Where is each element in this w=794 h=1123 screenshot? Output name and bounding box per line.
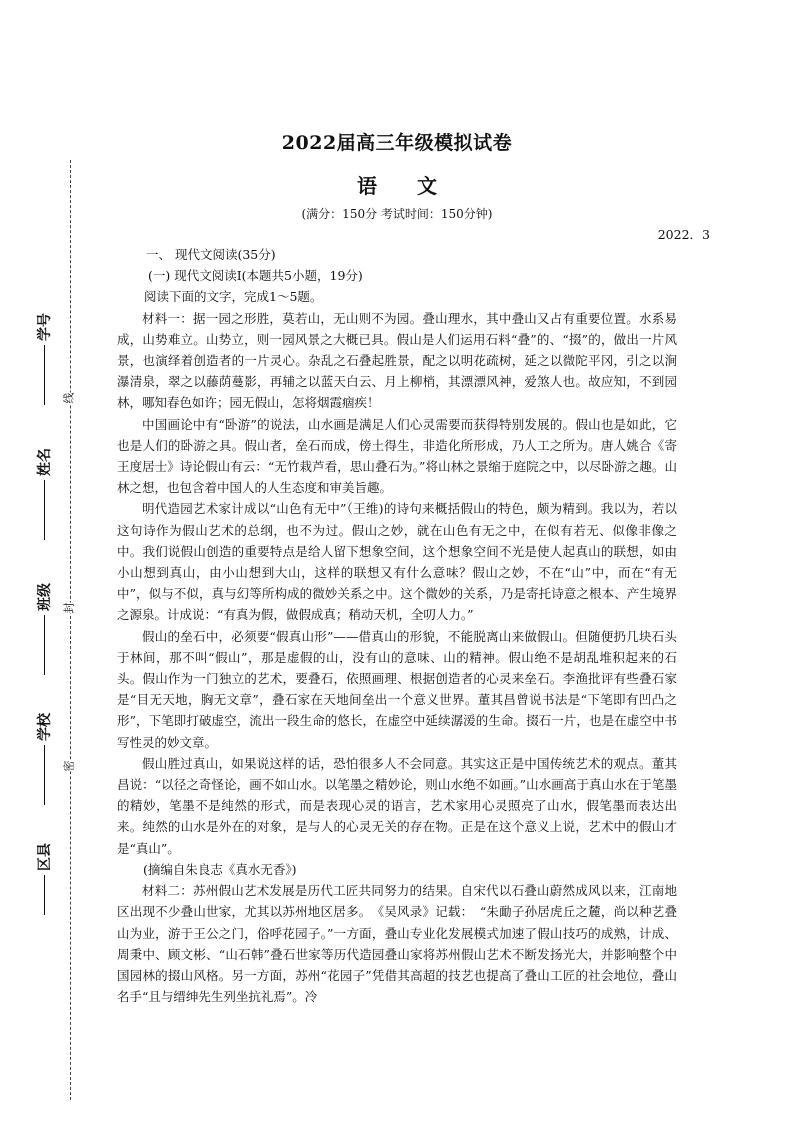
seal-char-mi: 密 [62,760,76,772]
class-field[interactable] [34,583,54,675]
name-label: 姓名 [37,448,53,476]
binding-line [70,160,71,1100]
school-field[interactable] [34,713,54,805]
name-field[interactable] [34,448,54,540]
score-info: (满分：150分 考试时间：150分钟) [301,207,493,221]
material-1-paragraph-5: 假山胜过真山，如果说这样的话，恐怕很多人不会同意。其实这正是中国传统艺术的观点。董其昌说：“以径之奇怪论，画不如山水。以笔墨之精妙论，则山水绝不如画。”山水画高于真山水在于笔墨的精妙，笔墨不是纯然的形式，而是表现心灵的语言，艺术家用心灵照亮了山水，假笔墨而表达出来。纯然的山水是外在的对象，是与人的心灵无关的存在物。正是在这个意义上说，艺术中的假山才是“真山”。 [117,755,677,856]
student-id-label: 学号 [37,313,53,341]
material-2-paragraph-1: 材料二：苏州假山艺术发展是历代工匠共同努力的结果。自宋代以石叠山蔚然成风以来，江南地区出现不少叠山世家，尤其以苏州地区居多。 《吴风录》记载： “朱勔子孙居虎丘之麓，尚以种艺叠山为业，游于王公之门，俗呼花园子。”一方面，叠山专业化发展模式加速了假山技巧的成熟，计成、周秉中、顾文彬、“山石韩”叠石世家等历代造园叠山家将苏州假山艺术不断发扬光大，并影响整个中国园林的掇山风格。另一方面，苏州“花园子”凭借其高超的技艺也提高了叠山工匠的社会地位，叠山名手“且与缙绅先生列坐抗礼焉”。冷 [117,883,677,1005]
exam-date: 2022．3 [657,227,710,242]
district-field[interactable] [34,843,54,915]
school-label: 学校 [37,713,53,741]
source-citation: (摘编自朱良志《真水无香》) [143,861,297,877]
exam-title: 2022届高三年级模拟试卷 [281,132,513,154]
material-1-paragraph-2: 中国画论中有“卧游”的说法，山水画是满足人们心灵需要而获得特别发展的。假山也是如此，它也是人们的卧游之具。假山者，垒石而成，傍土得生，非造化所形成，乃人工之所为。唐人姚合《寄王度居士》诗论假山有云：“无竹栽芦看，思山叠石为。”将山林之景缩于庭院之中，以尽卧游之趣。山林之想，也包含着中国人的人生态度和审美旨趣。 [117,416,677,496]
district-label: 区县 [37,843,53,871]
subsection-heading: (一) 现代文阅读Ⅰ(本题共5小题，19分) [148,268,363,284]
class-label: 班级 [37,583,53,611]
subject-title: 语文 [357,174,477,198]
student-id-field[interactable] [34,313,54,405]
exam-content [117,244,677,1007]
reading-instruction: 阅读下面的文字，完成1～5题。 [144,289,323,305]
material-1-paragraph-1: 材料一：据一园之形胜，莫若山，无山则不为园。叠山理水，其中叠山又占有重要位置。水系易成，山势难立。山势立，则一园风景之大概已具。假山是人们运用石料“叠”的、“掇”的，做出一片风景，也演绎着创造者的一片灵心。杂乱之石叠起胜景，配之以明花疏树，延之以微陀平冈，引之以涧瀑清泉，翠之以藤荫蔓影，再辅之以蓝天白云、月上柳梢，其漂漂风神，爱煞人也。故应知，不到园林，哪知春色如许；园无假山，怎将烟霞痼疾！ [117,310,677,411]
section-heading: 一、 现代文阅读(35分) [146,247,276,262]
material-1-paragraph-4: 假山的垒石中，必须要“假真山形”——借真山的形貌，不能脱离山来做假山。但随便扔几块石头于林间，那不叫“假山”，那是虚假的山，没有山的意味、山的精神。假山绝不是胡乱堆积起来的石头。假山作为一门独立的艺术，要叠石，依照画理、根据创造者的心灵来垒石。李渔批评有些叠石家是“目无天地，胸无文章”，叠石家在天地间垒出一个意义世界。董其昌曾说书法是“下笔即有凹凸之形”，下笔即打破虚空，流出一段生命的悠长，在虚空中延续潺湲的生命。掇石一片，也是在虚空中书写性灵的妙文章。 [117,628,677,750]
seal-char-feng: 封 [62,602,76,614]
seal-char-xian: 线 [62,392,76,404]
material-1-paragraph-3: 明代造园艺术家计成以“山色有无中”（王维)的诗句来概括假山的特色，颇为精到。我以为，若以这句诗作为假山艺术的总纲，也不为过。假山之妙，就在山色有无之中，在似有若无、似像非像之中。我们说假山创造的重要特点是给人留下想象空间，这个想象空间不光是使人起真山的联想，如由小山想到真山，由小山想到大山，这样的联想又有什么意味？假山之妙，不在“山”中，而在“有无中”，似与不似，真与幻等所构成的微妙关系之中。这个微妙的关系，乃是寄托诗意之根本、产生境界之源泉。计成说：“有真为假，做假成真；稍动天机，全叨人力。” [117,501,677,623]
